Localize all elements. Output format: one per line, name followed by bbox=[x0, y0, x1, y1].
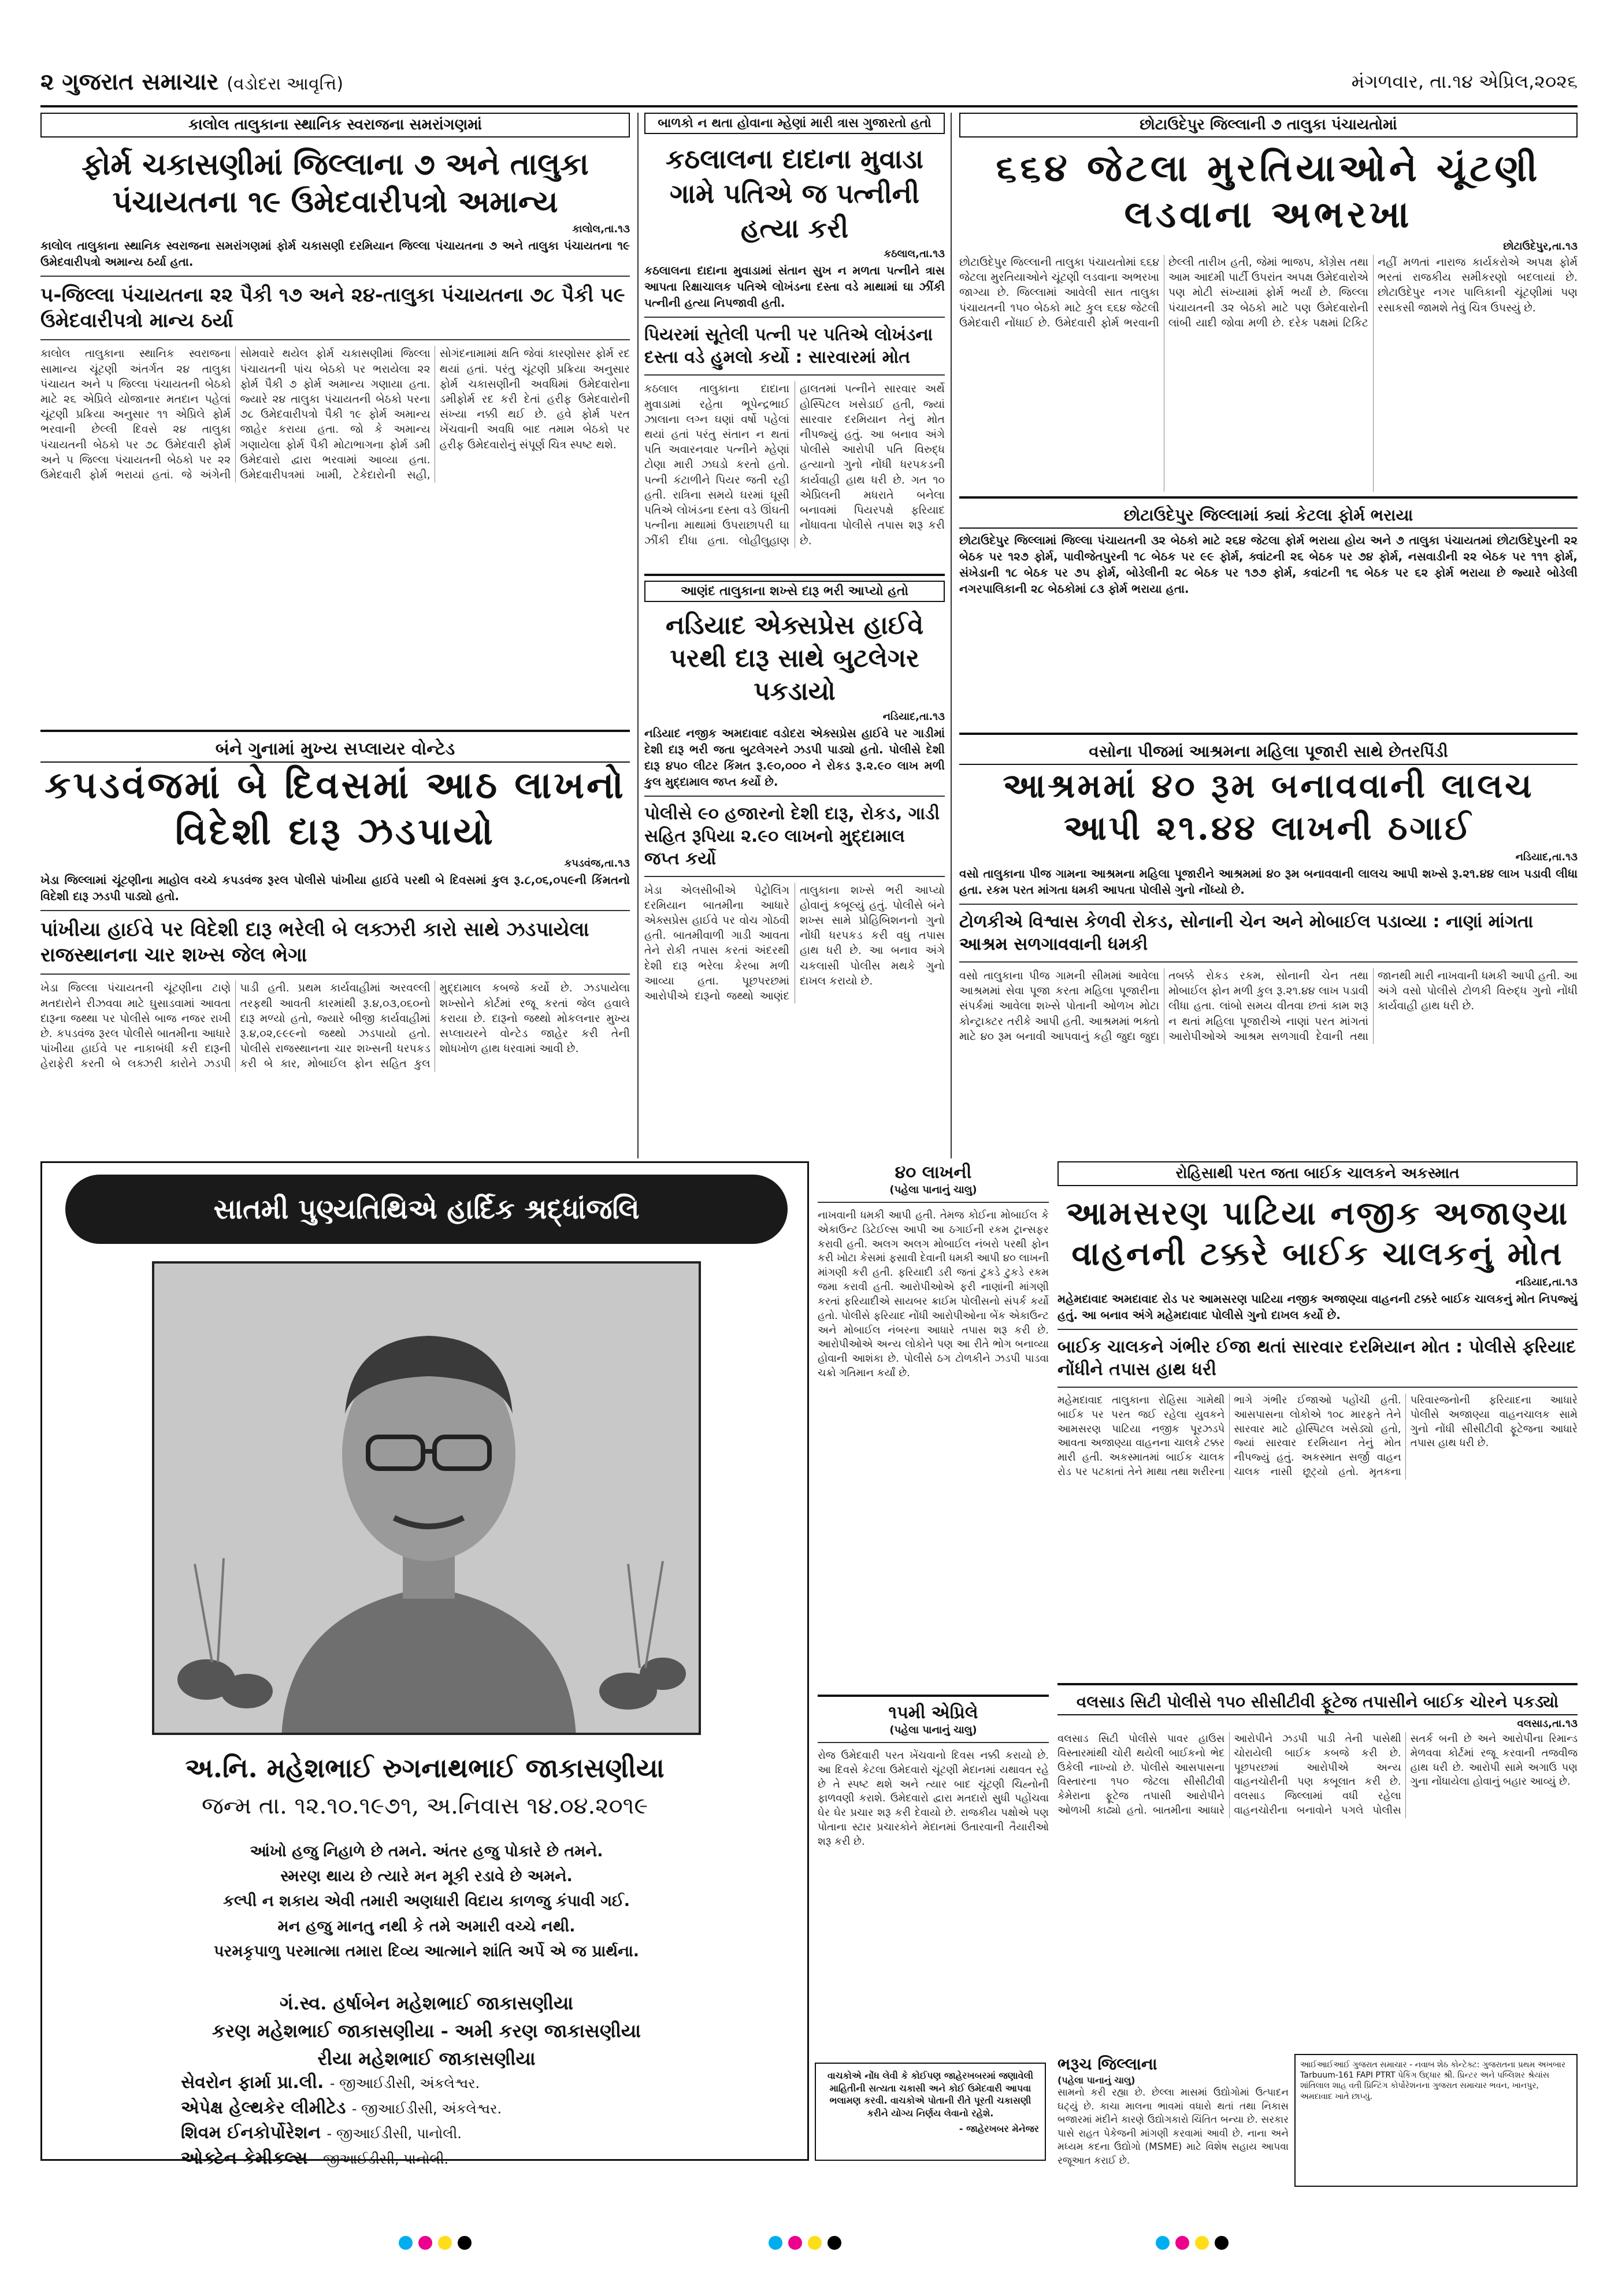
story-subheadline: ૫-જિલ્લા પંચાયતના ૨૨ પૈકી ૧૭ અને ૨૪-તાલુકા પંચાયતના ૭૮ પૈકી ૫૯ ઉમેદવારીપત્રો માન્ય ઠર્યા bbox=[40, 284, 625, 333]
poem-line: કલ્પી ન શકાય એવી તમારી અણધારી વિદાય કાળજુ કંપાવી ગઈ. bbox=[222, 1892, 630, 1911]
story-body: મહેમદાવાદ તાલુકાના રોહિસા ગામેથી બાઈક પર પરત જઈ રહેલા યુવકને આમસરણ પાટિયા નજીક પૂરઝડપે આવતા અજાણ્યા વાહનના ચાલકે ટક્કર મારી હતી. અકસ્માતમાં બાઈક ચાલક રોડ પર પટકાતાં તેને માથા તથા શરીરના ભાગે ગંભીર ઈજાઓ પહોંચી હતી. આસપાસના લોકોએ ૧૦૮ મારફતે તેને સારવાર માટે હોસ્પિટલ ખસેડ્યો હતો, જ્યાં સારવાર દરમિયાન તેનું મોત નીપજ્યું હતું. અકસ્માત સર્જી વાહન ચાલક નાસી છૂટ્યો હતો. મૃતકના પરિવારજનોની ફરિયાદના આધારે પોલીસે અજાણ્યા વાહનચાલક સામે ગુનો નોંધી સીસીટીવી ફૂટેજના આધારે તપાસ હાથ ધરી છે. bbox=[1057, 1394, 1578, 1478]
company-place: - જીઆઈડીસી, અંકલેશ્વર. bbox=[329, 2075, 480, 2091]
story-april-15-continued bbox=[818, 1690, 1049, 2054]
divider bbox=[959, 961, 1578, 963]
story-headline: કપડવંજમાં બે દિવસમાં આઠ લાખનો વિદેશી દારૂ ઝડપાયો bbox=[44, 764, 626, 853]
divider bbox=[644, 796, 945, 797]
story-body: ખેડા એલસીબીએ પેટ્રોલિંગ દરમિયાન બાતમીના આધારે એક્સપ્રેસ હાઈવે પર વોચ ગોઠવી હતી. બાતમીવાળી ગાડી આવતા તેને રોકી તપાસ કરતાં અંદરથી દેશી દારૂ ભરેલા કેરબા મળી આવ્યા હતા. પૂછપરછમાં આરોપીએ દારૂનો જથ્થો આણંદ તાલુકાના શખ્સે ભરી આપ્યો હોવાનું કબૂલ્યું હતું. પોલીસે બંને શખ્સ સામે પ્રોહિબિશનનો ગુનો નોંધી ધરપકડ કરી વધુ તપાસ હાથ ધરી છે. આ બનાવ અંગે ચકલાસી પોલીસ મથકે ગુનો દાખલ કરાયો છે. bbox=[644, 883, 945, 1003]
story-chhotaudepur-candidates bbox=[959, 113, 1578, 722]
paper-name: ગુજરાત સમાચાર bbox=[62, 68, 219, 95]
story-dateline: કાલોલ,તા.૧૩ bbox=[572, 223, 630, 235]
story-subheadline: બાઈક ચાલકને ગંભીર ઈજા થતાં સારવાર દરમિયાન મોત : પોલીસે ફરિયાદ નોંધીને તપાસ હાથ ધરી bbox=[1057, 1337, 1576, 1380]
disclaimer-sign: - જાહેરખબર મેનેજર bbox=[959, 2123, 1039, 2135]
cyan-mark bbox=[1156, 2236, 1170, 2250]
registration-marks bbox=[1156, 2236, 1229, 2250]
story-40-lakh-continued bbox=[818, 1161, 1049, 1681]
story-subheadline: ટોળકીએ વિશ્વાસ કેળવી રોકડ, સોનાની ચેન અને મોબાઈલ પડાવ્યા : નાણાં માંગતા આશ્રમ સળગાવવાની ધમકી bbox=[959, 912, 1534, 954]
company-place: - જીઆઈડીસી, પાનોલી. bbox=[313, 2150, 449, 2167]
divider bbox=[1057, 1683, 1578, 1685]
poem-line: સ્મરણ થાય છે ત્યારે મન મૂકી રડાવે છે અમને. bbox=[280, 1867, 573, 1886]
magenta-mark bbox=[418, 2236, 432, 2250]
story-kicker-sub: (પહેલા પાનાનું ચાલુ) bbox=[1057, 2075, 1135, 2086]
story-kicker: બાળકો ન થતા હોવાના મ્હેણાં મારી ત્રાસ ગુજારતો હતો bbox=[644, 113, 945, 134]
story-kicker: ૧૫મી એપ્રિલે bbox=[888, 1703, 978, 1723]
story-body: કઠલાલ તાલુકાના દાદાના મુવાડામાં રહેતા ભૂપેન્દ્રભાઈ ઝાલાના લગ્ન ઘણાં વર્ષો પહેલાં થયાં હતાં પરંતુ સંતાન ન થતાં પતિ અવારનવાર પત્નીને મ્હેણાં ટોણા મારી ઝઘડો કરતો હતો. પત્ની કંટાળીને પિયર જતી રહી હતી. રાત્રિના સમયે ઘરમાં ઘૂસી પતિએ લોખંડના દસ્તા વડે ઊંઘતી પત્નીના માથામાં ઉપરાછાપરી ઘા ઝીંકી દીધા હતા. લોહીલુહાણ હાલતમાં પત્નીને સારવાર અર્થે હોસ્પિટલ ખસેડાઈ હતી, જ્યાં સારવાર દરમિયાન તેનું મોત નીપજ્યું હતું. આ બનાવ અંગે પોલીસે આરોપી પતિ વિરુદ્ધ હત્યાનો ગુનો નોંધી ધરપકડની કાર્યવાહી હાથ ધરી છે. ગત ૧૦ એપ્રિલની મધરાતે બનેલા બનાવમાં પિયરપક્ષે ફરિયાદ નોંધાવતા પોલીસે તપાસ શરૂ કરી છે. bbox=[644, 382, 945, 547]
print-line-text: આઈઆઈઆઈ ગુજરાત સમાચાર - નવાબ શેઠ કોન્ટેક્ટ: ગુજરાતના પ્રથમ અખબાર Tarbuum-161 FAPI PTRT પેકિંગ ઉદ્ધાર શ્રી. પ્રિન્ટર અને પબ્લિશર શ્રેયાંસ શાંતિલાલ શાહ વતી પ્રિન્ટિંગ કોર્પોરેશનના ગુજરાત સમાચાર ભવન, ખાનપુર, અમદાવાદ ખાતે છાપ્યું. bbox=[1300, 2060, 1566, 2101]
company-name: સેવરોન ફાર્મા પ્રા.લી. bbox=[181, 2072, 324, 2093]
divider bbox=[818, 1695, 1049, 1697]
cyan-mark bbox=[769, 2236, 782, 2250]
divider bbox=[40, 730, 630, 732]
story-dateline: નડિયાદ,તા.૧૩ bbox=[1515, 1276, 1578, 1288]
obituary-banner: સાતમી પુણ્યતિથિએ હાર્દિક શ્રદ્ધાંજલિ bbox=[65, 1175, 788, 1244]
divider bbox=[959, 496, 1578, 499]
story-dateline: છોટાઉદેપુર,તા.૧૩ bbox=[1503, 240, 1578, 252]
story-kathlal-murder bbox=[644, 113, 945, 563]
story-kicker: ૪૦ લાખની bbox=[895, 1162, 972, 1183]
cyan-mark bbox=[399, 2236, 413, 2250]
divider bbox=[40, 339, 630, 340]
story-kicker: રોહિસાથી પરત જતા બાઈક ચાલકને અકસ્માત bbox=[1057, 1161, 1578, 1186]
black-mark bbox=[1215, 2236, 1229, 2250]
story-body: છોટાઉદેપુર જિલ્લાની તાલુકા પંચાયતોમાં ૬૬૪ જેટલા મુરતિયાઓને ચૂંટણી લડવાના અભરખા જાગ્યા છે. જિલ્લામાં આવેલી સાત તાલુકા પંચાયતની ૧૫૦ બેઠકો માટે કુલ ૬૬૪ જેટલી ઉમેદવારી નોંધાઈ છે. ઉમેદવારી ફોર્મ ભરવાની છેલ્લી તારીખ હતી, જેમાં ભાજપ, કોંગ્રેસ તથા આમ આદમી પાર્ટી ઉપરાંત અપક્ષ ઉમેદવારોએ પણ મોટી સંખ્યામાં ફોર્મ ભર્યાં છે. જિલ્લા પંચાયતની ૩૨ બેઠકો માટે પણ ઉમેદવારોની લાંબી યાદી જોવા મળી છે. દરેક પક્ષમાં ટિકિટ નહીં મળતાં નારાજ કાર્યકરોએ અપક્ષ ફોર્મ ભરતાં રાજકીય સમીકરણો બદલાયાં છે. છોટાઉદેપુર નગર પાલિકાની ચૂંટણીમાં પણ રસાકસી જામશે તેવું ચિત્ર ઉપસ્યું છે. bbox=[959, 256, 1578, 329]
story-lead: કઠલાલના દાદાના મુવાડામાં સંતાન સુખ ન મળતા પત્નીને ત્રાસ આપતા રિક્ષાચાલક પતિએ લોખંડના દસ્તા વડે માથામાં ઘા ઝીંકી પત્નીની હત્યા નિપજાવી હતી. bbox=[644, 263, 945, 310]
story-body: વસો તાલુકાના પીજ ગામની સીમમાં આવેલા આશ્રમમાં સેવા પૂજા કરતા મહિલા પૂજારીના સંપર્કમાં આવેલા શખ્સે પોતાની ઓળખ મોટા કોન્ટ્રાક્ટર તરીકે આપી હતી. આશ્રમમાં ભક્તો માટે ૪૦ રૂમ બનાવી આપવાનું કહી જુદા જુદા તબક્કે રોકડ રકમ, સોનાની ચેન તથા મોબાઈલ ફોન મળી કુલ રૂ.૨૧.૪૪ લાખ પડાવી લીધા હતા. લાંબો સમય વીતવા છતાં કામ શરૂ ન થતાં મહિલા પૂજારીએ નાણાં પરત માંગતાં આરોપીઓએ આશ્રમ સળગાવી દેવાની તથા જાનથી મારી નાખવાની ધમકી આપી હતી. આ અંગે વસો પોલીસે ટોળકી વિરુદ્ધ ગુનો નોંધી કાર્યવાહી હાથ ધરી છે. bbox=[959, 969, 1578, 1043]
story-kicker-sub: (પહેલા પાનાનું ચાલુ) bbox=[889, 1724, 977, 1736]
story-body: રોજ ઉમેદવારી પરત ખેંચવાનો દિવસ નક્કી કરાયો છે. આ દિવસે કેટલા ઉમેદવારો ચૂંટણી મેદાનમાં યથાવત રહે છે તે સ્પષ્ટ થશે અને ત્યાર બાદ ચૂંટણી ચિહ્નોની ફાળવણી કરાશે. ઉમેદવારો દ્વારા મતદારો સુધી પહોંચવા ઘેર ઘેર પ્રચાર શરૂ કરી દેવાયો છે. રાજકીય પક્ષોએ પણ પોતાના સ્ટાર પ્રચારકોને મેદાનમાં ઉતારવાની તૈયારીઓ શરૂ કરી છે. bbox=[818, 1749, 1049, 1848]
story-subheadline: પિયરમાં સૂતેલી પત્ની પર પતિએ લોખંડના દસ્તા વડે હુમલો કર્યો : સારવારમાં મોત bbox=[644, 325, 933, 368]
divider bbox=[644, 574, 945, 576]
story-kicker: બંને ગુનામાં મુખ્ય સપ્લાયર વોન્ટેડ bbox=[40, 737, 630, 763]
story-headline: આમસરણ પાટિયા નજીક અજાણ્યા વાહનની ટક્કરે બાઈક ચાલકનું મોત bbox=[1066, 1194, 1569, 1273]
portrait-photo bbox=[152, 1261, 701, 1735]
family-names bbox=[77, 1989, 776, 2072]
divider bbox=[818, 1742, 1049, 1743]
divider bbox=[40, 974, 630, 975]
company-row bbox=[181, 2146, 759, 2171]
company-place: - જીઆઈડીસી, પાનોલી. bbox=[326, 2126, 462, 2142]
story-kalol-forms bbox=[40, 113, 630, 719]
company-place: - જીઆઈડીસી, અંકલેશ્વર. bbox=[351, 2100, 502, 2117]
divider bbox=[40, 276, 630, 277]
story-headline: નડિયાદ એક્સપ્રેસ હાઈવે પરથી દારૂ સાથે બુટલેગર પકડાયો bbox=[665, 611, 924, 707]
obituary-ad bbox=[40, 1161, 809, 2168]
edition: (વડોદરા આવૃત્તિ) bbox=[227, 74, 344, 94]
story-body: નાખવાની ધમકી આપી હતી. તેમજ કોઈના મોબાઈલ કે એકાઉન્ટ ડિટેઈલ્સ આપી આ ઠગાઈની રકમ ટ્રાન્સફર કરાવી હતી. અલગ અલગ મોબાઈલ નંબરો પરથી ફોન કરી ખોટા કેસમાં ફસાવી દેવાની ધમકી આપી ૪૦ લાખની માંગણી કરી હતી. ફરિયાદી ડરી જતાં ટુકડે ટુકડે રકમ જમા કરાવી હતી. આરોપીઓએ ફરી નાણાંની માંગણી કરતાં ફરિયાદીએ સાયબર ક્રાઈમ પોલીસનો સંપર્ક કર્યો હતો. પોલીસે ફરિયાદ નોંધી આરોપીઓના બેંક એકાઉન્ટ અને મોબાઈલ નંબરના આધારે તપાસ શરૂ કરી છે. આરોપીઓએ અન્ય લોકોને પણ આ રીતે ભોગ બનાવ્યા હોવાની આશંકા છે. પોલીસે ઠગ ટોળકીને ઝડપી પાડવા ચક્રો ગતિમાન કર્યાં છે. bbox=[818, 1209, 1049, 1380]
story-bharuch-continued bbox=[1057, 2054, 1289, 2193]
company-name: શિવમ ઈનકોર્પોરેશન bbox=[181, 2123, 321, 2143]
story-kicker: વસોના પીજમાં આશ્રમના મહિલા પૂજારી સાથે છેતરપિંડી bbox=[959, 740, 1578, 765]
story-body: સામનો કરી રહ્યા છે. છેલ્લા માસમાં ઉદ્યોગોમાં ઉત્પાદન ઘટ્યું છે. કાચા માલના ભાવમાં વધારો થતાં તથા નિકાસ બજારમાં મંદીને કારણે ઉદ્યોગકારો ચિંતિત બન્યા છે. સરકાર પાસે રાહત પેકેજની માંગણી કરવામાં આવી છે. નાના અને મધ્યમ કદના ઉદ્યોગો (MSME) માટે વિશેષ સહાય આપવા રજૂઆત કરાઈ છે. bbox=[1057, 2087, 1289, 2167]
divider bbox=[1057, 1387, 1578, 1388]
story-kicker: કાલોલ તાલુકાના સ્થાનિક સ્વરાજના સમરાંગણમાં bbox=[40, 113, 630, 138]
poem-line: મન હજુ માનતુ નથી કે તમે અમારી વચ્ચે નથી. bbox=[277, 1917, 576, 1935]
divider bbox=[959, 733, 1578, 735]
masthead bbox=[40, 68, 1578, 103]
story-body: કાલોલ તાલુકાના સ્થાનિક સ્વરાજના સામાન્ય ચૂંટણી અંતર્ગત ૨૪ તાલુકા પંચાયત અને ૫ જિલ્લા પંચાયતની બેઠકો માટે ૨૬ એપ્રિલે યોજાનાર મતદાન પહેલાં ચૂંટણી પ્રક્રિયા અનુસાર ૧૧ એપ્રિલે ફોર્મ ભરવાની છેલ્લી દિવસે ૨૪ તાલુકા પંચાયતની બેઠકો પર ૭૮ ઉમેદવારી ફોર્મ અને ૫ જિલ્લા પંચાયતની બેઠકો પર ૨૨ ઉમેદવારી ફોર્મ ભરાયાં હતાં. જે અંગેની સોમવારે થયેલ ફોર્મ ચકાસણીમાં જિલ્લા પંચાયતની પાંચ બેઠકો પર ભરાયેલા ૨૨ ફોર્મ પૈકી ૭ ફોર્મ અમાન્ય ગણાયા હતા. જ્યારે ૨૪ તાલુકા પંચાયતની બેઠકો પરના ૭૮ ઉમેદવારીપત્રો પૈકી ૧૯ ફોર્મ અમાન્ય જાહેર કરાયા હતા. જો કે અમાન્ય ગણાયેલા ફોર્મ પૈકી મોટાભાગના ફોર્મ ડમી ઉમેદવારો દ્વારા ભરવામાં આવ્યા હતા. ઉમેદવારીપત્રમાં ખામી, ટેકેદારોની સહી, સોગંદનામામાં ક્ષતિ જેવાં કારણોસર ફોર્મ રદ થયાં હતાં. પરંતુ ચૂંટણી પ્રક્રિયા અનુસાર ફોર્મ ચકાસણીની અવધિમાં ઉમેદવારોના ડમીફોર્મ રદ કરી દેતાં હરીફ ઉમેદવારોની સંખ્યા નક્કી થઈ છે. હવે ફોર્મ પરત ખેંચવાની અવધિ બાદ તમામ બેઠકો પર હરીફ ઉમેદવારોનું સંપૂર્ણ ચિત્ર સ્પષ્ટ થશે. bbox=[40, 347, 630, 482]
company-list bbox=[181, 2070, 759, 2171]
masthead-left bbox=[40, 68, 343, 95]
story-headline: કઠલાલના દાદાના મુવાડા ગામે પતિએ જ પત્નીની હત્યા કરી bbox=[665, 143, 924, 244]
masthead-rule bbox=[40, 105, 1578, 107]
story-headline: ૬૬૪ જેટલા મુરતિયાઓને ચૂંટણી લડવાના અભરખા bbox=[996, 147, 1541, 236]
story-lead: મહેમદાવાદ અમદાવાદ રોડ પર આમસરણ પાટિયા નજીક અજાણ્યા વાહનની ટક્કરે બાઈક ચાલકનું મોત નિપજ્યું હતું. આ બનાવ અંગે મહેમદાવાદ પોલીસે ગુનો દાખલ કર્યો છે. bbox=[1057, 1292, 1578, 1322]
story-headline: આશ્રમમાં ૪૦ રૂમ બનાવવાની લાલચ આપી ૨૧.૪૪ લાખની ઠગાઈ bbox=[1003, 766, 1534, 848]
registration-marks bbox=[399, 2236, 472, 2250]
family-member: કરણ મહેશભાઈ જાકાસણીયા - અમી કરણ જાકાસણીયા bbox=[212, 2020, 641, 2042]
disclaimer-text: વાચકોએ નોંધ લેવી કે કોઈપણ જાહેરખબરમાં જણાવેલી માહિતીની સત્યતા ચકાસી અને કોઈ ઉમેદવારી આપવા ભલામણ કરવી. વાચકોએ પોતાની રીતે પૂરતી ચકાસણી કરીને યોગ્ય નિર્ણય લેવાનો રહેશે. bbox=[827, 2070, 1034, 2119]
story-lead: વસો તાલુકાના પીજ ગામના આશ્રમના મહિલા પૂજારીને આશ્રમમાં ૪૦ રૂમ બનાવવાની લાલચ આપી શખ્સે રૂ.૨૧.૪૪ લાખ પડાવી લીધા હતા. રકમ પરત માંગતા ધમકી આપતા પોલીસે ગુનો નોંધ્યો છે. bbox=[959, 867, 1578, 897]
story-amsaran-accident bbox=[1057, 1161, 1578, 1670]
story-dateline: નડિયાદ,તા.૧૩ bbox=[882, 710, 945, 723]
story-kapadvanj-liquor bbox=[40, 725, 630, 1153]
family-member: રીયા મહેશભાઈ જાકાસણીયા bbox=[317, 2048, 536, 2070]
family-member: ગં.સ્વ. હર્ષાબેન મહેશભાઈ જાકાસણીયા bbox=[279, 1992, 574, 2014]
story-lead: કાલોલ તાલુકાના સ્થાનિક સ્વરાજના સમરાંગણમાં ફોર્મ ચકાસણી દરમિયાન જિલ્લા પંચાયતના ૭ અને તાલુકા પંચાયતના ૧૯ ઉમેદવારીપત્રો અમાન્ય ઠર્યા હતા. bbox=[40, 239, 630, 269]
deceased-name: અ.નિ. મહેશભાઈ રુગનાથભાઈ જાકાસણીયા bbox=[185, 1752, 665, 1784]
story-dateline: વલસાડ,તા.૧૩ bbox=[1517, 1718, 1578, 1730]
column-divider bbox=[951, 113, 952, 1158]
story-body: ખેડા જિલ્લા પંચાયતની ચૂંટણીના ટાણે મતદારોને રીઝવવા માટે ઘુસાડવામાં આવતા દારૂના જથ્થા પર પોલીસે બાજ નજર રાખી છે. કપડવંજ રૂરલ પોલીસે બાતમીના આધારે પાંખીયા હાઈવે પર નાકાબંધી કરી દારૂની હેરાફેરી કરતી બે લક્ઝરી કારોને ઝડપી પાડી હતી. પ્રથમ કાર્યવાહીમાં અરવલ્લી તરફથી આવતી કારમાંથી રૂ.૪,૦૩,૦૬૦નો દારૂ મળ્યો હતો, જ્યારે બીજી કાર્યવાહીમાં રૂ.૪,૦૨,૯૯૯નો જથ્થો ઝડપાયો હતો. પોલીસે રાજસ્થાનના ચાર શખ્સની ધરપકડ કરી બે કાર, મોબાઈલ ફોન સહિત કુલ મુદ્દામાલ કબજે કર્યો છે. ઝડપાયેલા શખ્સોને કોર્ટમાં રજૂ કરતાં જેલ હવાલે કરાયા છે. દારૂનો જથ્થો મોકલનાર મુખ્ય સપ્લાયરને વોન્ટેડ જાહેર કરી તેની શોધખોળ હાથ ધરવામાં આવી છે. bbox=[40, 982, 630, 1071]
story-headline: ફોર્મ ચકાસણીમાં જિલ્લાના ૭ અને તાલુકા પંચાયતના ૧૯ ઉમેદવારીપત્રો અમાન્ય bbox=[81, 147, 589, 220]
column-divider bbox=[637, 113, 639, 1158]
divider bbox=[1057, 1329, 1578, 1330]
birth-death-dates: જન્મ તા. ૧૨.૧૦.૧૯૭૧, અ.નિવાસ ૧૪.૦૪.૨૦૧૯ bbox=[201, 1793, 648, 1819]
company-row bbox=[181, 2096, 759, 2121]
story-lead: ખેડા જિલ્લામાં ચૂંટણીના માહોલ વચ્ચે કપડવંજ રૂરલ પોલીસે પાંખીયા હાઈવે પરથી બે દિવસમાં કુલ રૂ.૮,૦૬,૦૫૯ની કિંમતનો વિદેશી દારૂ ઝડપી પાડ્યો હતો. bbox=[40, 873, 630, 903]
company-row bbox=[181, 2070, 759, 2096]
print-line-box bbox=[1294, 2054, 1578, 2187]
yellow-mark bbox=[1195, 2236, 1209, 2250]
magenta-mark bbox=[788, 2236, 802, 2250]
divider bbox=[644, 317, 945, 318]
company-name: એપેક્ષ હેલ્થકેર લીમીટેડ bbox=[181, 2097, 346, 2118]
registration-marks bbox=[769, 2236, 841, 2250]
magenta-mark bbox=[1175, 2236, 1189, 2250]
company-name: ઓક્ટેન કેમીકલ્સ bbox=[181, 2148, 308, 2168]
divider bbox=[818, 1202, 1049, 1203]
story-subheadline: પાંખીયા હાઈવે પર વિદેશી દારૂ ભરેલી બે લક્ઝરી કારો સાથે ઝડપાયેલા રાજસ્થાનના ચાર શખ્સ જેલ ભેગા bbox=[40, 918, 589, 967]
box-body: છોટાઉદેપુર જિલ્લામાં જિલ્લા પંચાયતની ૩૨ બેઠકો માટે ૨૬૪ જેટલા ફોર્મ ભરાયા હોય અને ૭ તાલુકા પંચાયતમાં છોટાઉદેપુરની ૨૨ બેઠક પર ૧૨૭ ફોર્મ, પાવીજેતપુરની ૧૮ બેઠક પર ૯૯ ફોર્મ, ક્વાંટની ૨૬ બેઠક પર ૭૪ ફોર્મ, નસવાડીની ૨૨ બેઠક પર ૧૧૧ ફોર્મ, સંખેડાની ૧૮ બેઠક પર ૭૫ ફોર્મ, બોડેલીની ૨૮ બેઠક પર ૧૭૭ ફોર્મ, કવાંટની ૧૬ બેઠક પર ૬૨ ફોર્મ ભરાયા છે જ્યારે બોડેલી નગરપાલિકાની ૨૮ બેઠકોમાં ૮૩ ફોર્મ ભરાયા હતા. bbox=[959, 533, 1578, 596]
story-dateline: કપડવંજ,તા.૧૩ bbox=[564, 857, 630, 870]
story-nadiad-bootlegger bbox=[644, 569, 945, 1158]
story-dateline: નડિયાદ,તા.૧૩ bbox=[1515, 851, 1578, 863]
story-kicker: છોટાઉદેપુર જિલ્લાની ૭ તાલુકા પંચાયતોમાં bbox=[959, 113, 1578, 138]
divider bbox=[644, 876, 945, 877]
story-vaso-ashram-fraud bbox=[959, 728, 1578, 1156]
story-body: વલસાડ સિટી પોલીસે પાવર હાઉસ વિસ્તારમાંથી ચોરી થયેલી બાઈકનો ભેદ ઉકેલી નાખ્યો છે. પોલીસે આસપાસના વિસ્તારના ૧૫૦ જેટલા સીસીટીવી કેમેરાના ફૂટેજ તપાસી આરોપીને ઓળખી કાઢ્યો હતો. બાતમીના આધારે આરોપીને ઝડપી પાડી તેની પાસેથી ચોરાયેલી બાઈક કબજે કરી છે. પૂછપરછમાં આરોપીએ અન્ય વાહનચોરીની પણ કબૂલાત કરી છે. વલસાડ જિલ્લામાં વધી રહેલા વાહનચોરીના બનાવોને પગલે પોલીસ સતર્ક બની છે અને આરોપીના રિમાન્ડ મેળવવા કોર્ટમાં રજૂ કરવાની તજવીજ હાથ ધરી છે. આરોપી સામે અગાઉ પણ ગુના નોંધાયેલા હોવાનું બહાર આવ્યું છે. bbox=[1057, 1733, 1578, 1817]
company-row bbox=[181, 2120, 759, 2146]
portrait-icon bbox=[154, 1264, 701, 1735]
poem-line: પરમકૃપાળુ પરમાત્મા તમારા દિવ્ય આત્માને શાંતિ અર્પે એ જ પ્રાર્થના. bbox=[213, 1942, 640, 1960]
story-subheadline: પોલીસે ૯૦ હજારનો દેશી દારૂ, રોકડ, ગાડી સહિત રૂપિયા ૨.૯૦ લાખનો મુદ્દામાલ જપ્ત કર્યો bbox=[644, 803, 940, 869]
yellow-mark bbox=[438, 2236, 452, 2250]
black-mark bbox=[458, 2236, 472, 2250]
story-kicker-sub: (પહેલા પાનાનું ચાલુ) bbox=[889, 1184, 977, 1196]
divider bbox=[644, 374, 945, 376]
divider bbox=[40, 910, 630, 911]
story-kicker: વલસાડ સિટી પોલીસે ૧૫૦ સીસીટીવી ફૂટેજ તપાસીને બાઈક ચોરને પકડ્યો bbox=[1057, 1690, 1578, 1715]
story-valsad-bike-thief bbox=[1057, 1678, 1578, 2048]
divider bbox=[959, 904, 1578, 905]
issue-date: મંગળવાર, તા.૧૪ એપ્રિલ,૨૦૨૬ bbox=[1351, 70, 1578, 92]
advertisement-disclaimer bbox=[815, 2063, 1046, 2161]
box-kicker: છોટાઉદેપુર જિલ્લામાં ક્યાં કેટલા ફોર્મ ભરાયા bbox=[959, 503, 1578, 529]
black-mark bbox=[827, 2236, 841, 2250]
tribute-poem bbox=[77, 1839, 776, 1964]
yellow-mark bbox=[808, 2236, 822, 2250]
story-kicker: ભરૂચ જિલ્લાના bbox=[1057, 2054, 1157, 2074]
story-dateline: કઠલાલ,તા.૧૩ bbox=[884, 248, 945, 261]
poem-line: આંખો હજુ નિહાળે છે તમને. અંતર હજુ પોકારે છે તમને. bbox=[250, 1842, 603, 1860]
story-lead: નડિયાદ નજીક અમદાવાદ વડોદરા એક્સપ્રેસ હાઈવે પર ગાડીમાં દેશી દારૂ ભરી જતા બુટલેગરને ઝડપી પાડ્યો હતો. પોલીસે દેશી દારૂ ૪૫૦ લીટર કિંમત રૂ.૯૦,૦૦૦ ને રોકડ રૂ.૨.૯૦ લાખ મળી કુલ મુદ્દામાલ જપ્ત કર્યો છે. bbox=[644, 726, 945, 789]
page-number: ૨ bbox=[40, 69, 54, 95]
story-kicker: આણંદ તાલુકાના શખ્સે દારૂ ભરી આપ્યો હતો bbox=[644, 581, 945, 602]
